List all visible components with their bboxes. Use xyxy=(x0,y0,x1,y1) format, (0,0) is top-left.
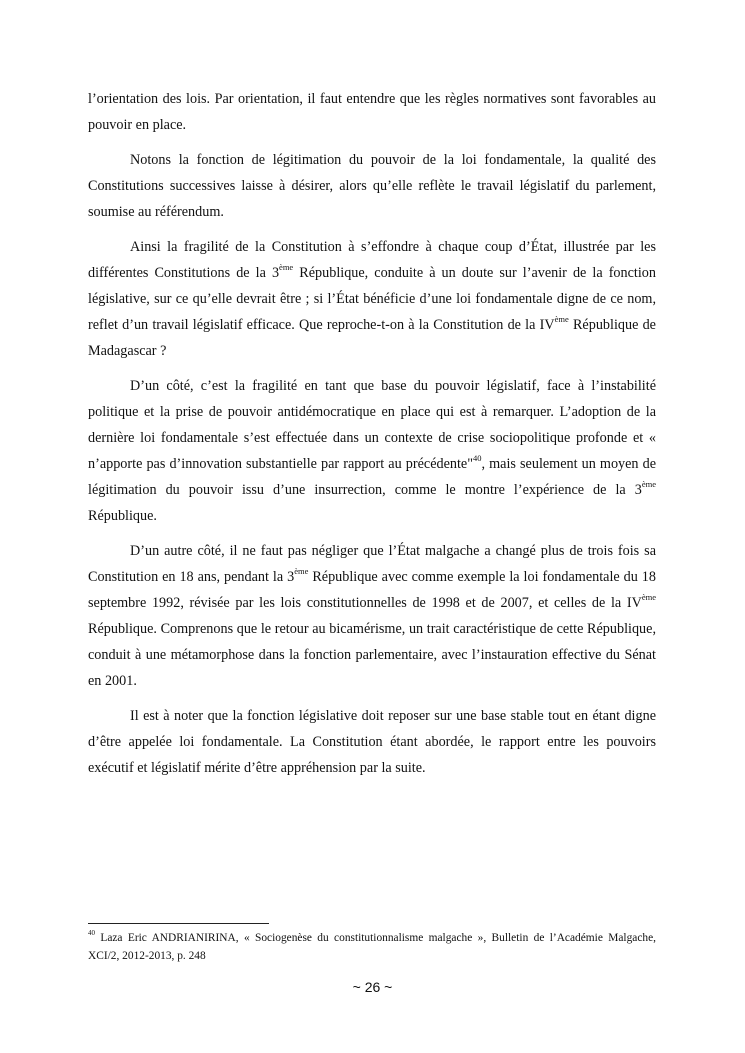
paragraph-4 xyxy=(88,373,656,529)
paragraph-3-text-c: République de Madagascar ? xyxy=(88,317,656,359)
superscript-eme: ème xyxy=(641,592,656,603)
superscript-eme: ème xyxy=(294,566,309,577)
footnote-number: 40 xyxy=(88,929,95,938)
paragraph-5-text-b: République avec comme exemple la loi fondamentale du 18 septembre 1992, révisée par les lois constitutionnelles de 1998 et de 2007, et celles de la IV xyxy=(88,569,656,611)
page-number: ~ 26 ~ xyxy=(352,979,393,995)
footnote-text: Laza Eric ANDRIANIRINA, « Sociogenèse du constitutionnalisme malgache », Bulletin de l’Académie Malgache, XCI/2, 2012-2013, p. 248 xyxy=(88,932,656,962)
paragraph-5-text-a: D’un autre côté, il ne faut pas négliger que l’État malgache a changé plus de trois fois sa Constitution en 18 ans, pendant la 3 xyxy=(88,543,656,585)
paragraph-4-text-c: République. xyxy=(88,508,157,524)
footnote-separator xyxy=(88,923,269,924)
paragraph-6: Il est à noter que la fonction législative doit reposer sur une base stable tout en étant digne d’être appelée loi fondamentale. La Constitution étant abordée, le rapport entre les pouvoirs exécutif et législatif mérite d’être appréhension par la suite. xyxy=(88,708,656,776)
paragraph-4-text-b: , mais seulement un moyen de légitimation du pouvoir issu d’une insurrection, comme le montre l’expérience de la 3 xyxy=(88,456,656,498)
paragraph-3-text-b: République, conduite à un doute sur l’avenir de la fonction législative, sur ce qu’elle devrait être ; si l’État bénéficie d’une loi fondamentale digne de ce nom, reflet d’un travail législatif efficace. Que reproche-t-on à la Constitution de la IV xyxy=(88,265,656,333)
superscript-eme: ème xyxy=(641,479,656,490)
paragraph-4-text-a: D’un côté, c’est la fragilité en tant que base du pouvoir législatif, face à l’instabilité politique et la prise de pouvoir antidémocratique en place qui est à remarquer. L’adoption de la dernière loi fondamentale s’est effectuée dans un contexte de crise sociopolitique profonde et « n’apporte pas d’innovation substantielle par rapport au précédente" xyxy=(88,378,656,472)
paragraph-3 xyxy=(88,234,656,364)
paragraph-5 xyxy=(88,538,656,694)
paragraph-5-text-c: République. Comprenons que le retour au bicamérisme, un trait caractéristique de cette République, conduit à une métamorphose dans la fonction parlementaire, avec l’instauration effective du Sénat en 2001. xyxy=(88,621,656,689)
superscript-eme: ème xyxy=(554,314,569,325)
paragraph-1: l’orientation des lois. Par orientation, il faut entendre que les règles normatives sont favorables au pouvoir en place. xyxy=(88,91,656,133)
superscript-eme: ème xyxy=(279,262,294,273)
body-text xyxy=(88,86,656,790)
paragraph-2: Notons la fonction de légitimation du pouvoir de la loi fondamentale, la qualité des Constitutions successives laisse à désirer, alors qu’elle reflète le travail législatif du parlement, soumise au référendum. xyxy=(88,152,656,220)
paragraph-3-text-a: Ainsi la fragilité de la Constitution à s’effondre à chaque coup d’État, illustrée par les différentes Constitutions de la 3 xyxy=(88,239,656,281)
footnote-reference[interactable]: 40 xyxy=(473,453,482,464)
footnote xyxy=(88,929,656,965)
